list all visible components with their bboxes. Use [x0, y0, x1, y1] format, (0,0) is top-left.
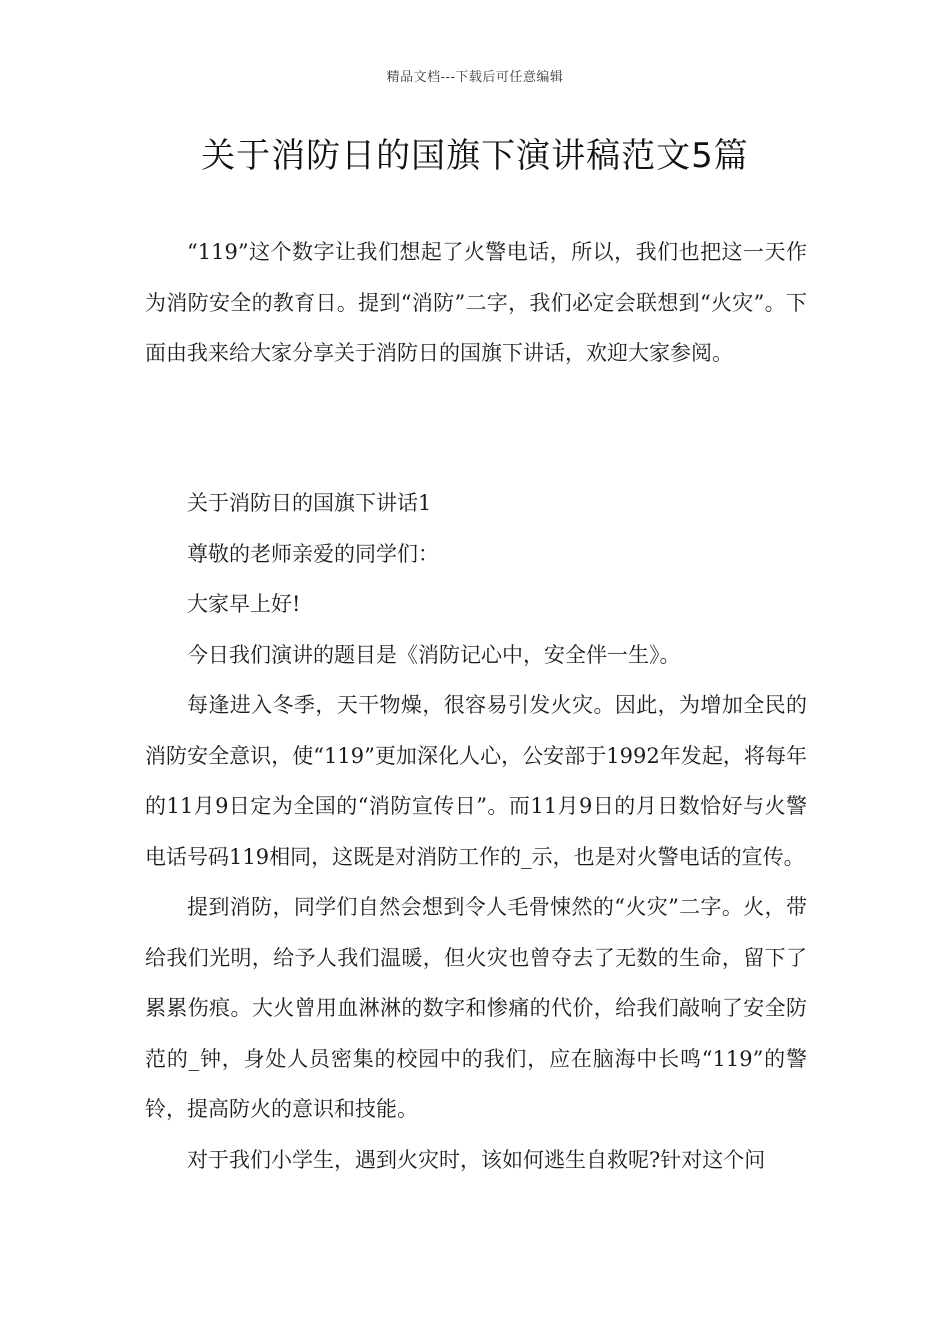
intro-paragraph: “119”这个数字让我们想起了火警电话，所以，我们也把这一天作为消防安全的教育日。提到“消防”二字，我们必定会联想到“火灾”。下面由我来给大家分享关于消防日的国旗下讲话，欢迎大家参阅。: [145, 240, 807, 365]
salutation: 尊敬的老师亲爱的同学们：: [187, 541, 439, 566]
document-title: 关于消防日的国旗下演讲稿范文5篇: [201, 136, 749, 176]
speech-paragraph-1: 每逢进入冬季，天干物燥，很容易引发火灾。因此，为增加全民的消防安全意识，使“119”更加深化人心，公安部于1992年发起，将每年的11月9日定为全国的“消防宣传日”。而11月9日的月日数恰好与火警电话号码119相同，这既是对消防工作的_示，也是对火警电话的宣传。: [145, 693, 807, 869]
speech-paragraph-3: 对于我们小学生，遇到火灾时，该如何逃生自救呢?针对这个问: [187, 1147, 766, 1172]
section-heading: 关于消防日的国旗下讲话1: [187, 491, 432, 515]
speech-section: [145, 478, 807, 1185]
intro-block: [145, 227, 807, 379]
speech-paragraph-2: 提到消防，同学们自然会想到令人毛骨悚然的“火灾”二字。火，带给我们光明，给予人我们温暖，但火灾也曾夺去了无数的生命，留下了累累伤痕。大火曾用血淋淋的数字和惨痛的代价，给我们敲响了安全防范的_钟，身处人员密集的校园中的我们，应在脑海中长鸣“119”的警铃，提高防火的意识和技能。: [145, 895, 807, 1121]
greeting: 大家早上好!: [187, 592, 301, 616]
speech-topic: 今日我们演讲的题目是《消防记心中，安全伴一生》。: [187, 642, 681, 667]
header-note: 精品文档---下载后可任意编辑: [386, 70, 564, 85]
